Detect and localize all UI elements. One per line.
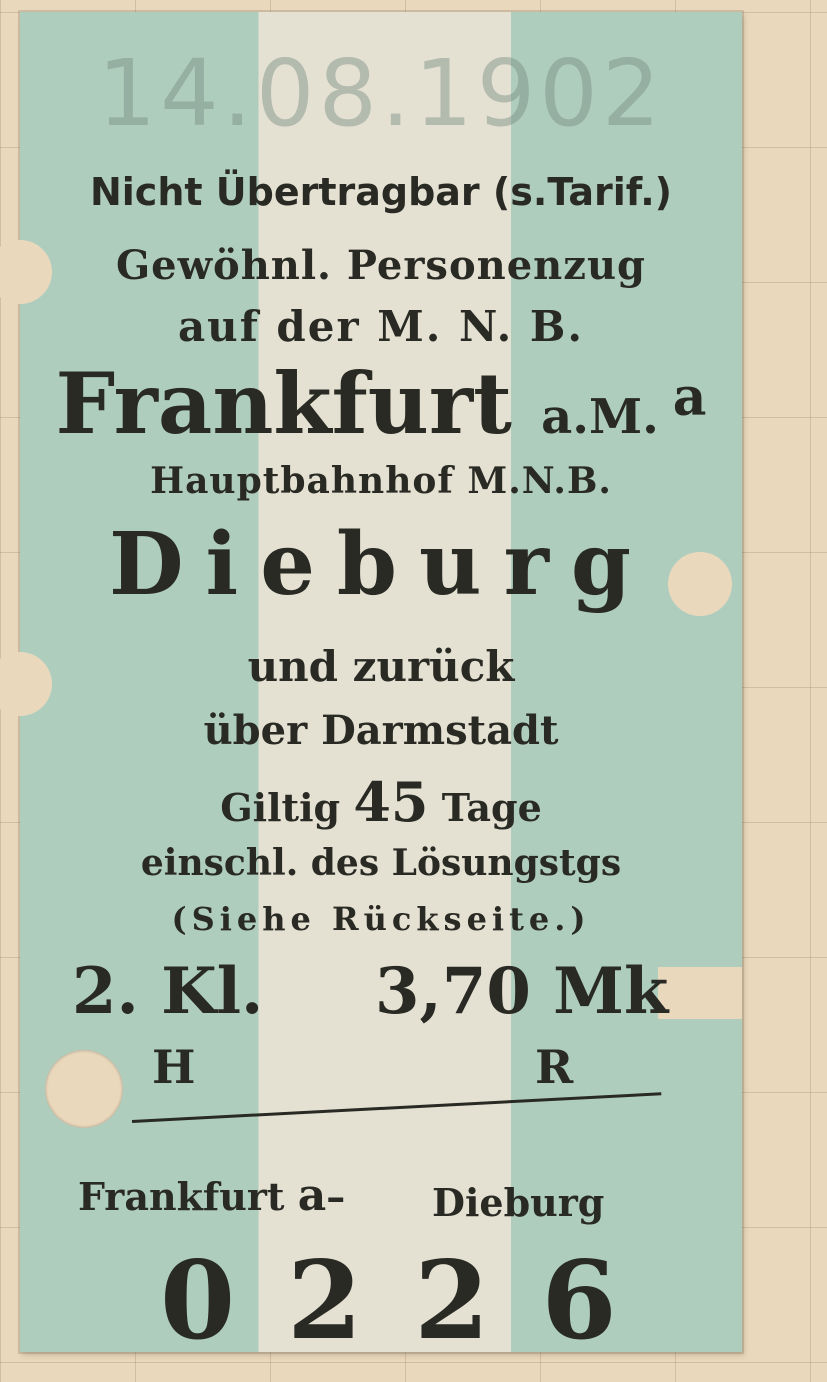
origin-mark: a: [672, 367, 707, 428]
stub-from-mark: a: [297, 1170, 327, 1221]
punch-hole: [45, 1050, 123, 1128]
code-right: R: [535, 1040, 574, 1094]
ticket-class: 2. Kl.: [72, 954, 264, 1029]
stub-from-city: Frankfurt: [78, 1174, 285, 1219]
train-type: Gewöhnl. Personenzug: [115, 242, 647, 289]
origin-suffix: a.M.: [541, 389, 659, 445]
stub-from: [78, 1170, 345, 1221]
railway-line: auf der M. N. B.: [177, 302, 585, 351]
stub-dash: –: [326, 1174, 346, 1219]
see-back-note: (Siehe Rückseite.): [171, 900, 591, 938]
train-ticket: [20, 12, 742, 1364]
route-via: über Darmstadt: [203, 707, 559, 754]
origin-city: [20, 354, 742, 453]
punch-slot: [658, 967, 742, 1019]
validity-prefix: Giltig: [220, 785, 341, 830]
stub-to: Dieburg: [432, 1180, 605, 1225]
validity-inclusive: einschl. des Lösungstgs: [140, 842, 622, 884]
return-trip: und zurück: [247, 642, 515, 691]
validity-days: 45: [353, 770, 429, 834]
origin-station: Hauptbahnhof M.N.B.: [150, 460, 612, 502]
ticket-price: 3,70 Mk: [375, 954, 669, 1029]
divider-rule: [132, 1092, 661, 1123]
origin-city-name: Frankfurt: [55, 354, 512, 453]
embossed-date: 14.08.1902: [97, 40, 665, 147]
transfer-notice: Nicht Übertragbar (s.Tarif.): [89, 170, 673, 214]
validity-suffix: Tage: [441, 785, 542, 830]
code-left: H: [152, 1040, 196, 1094]
serial-number: 0226: [160, 1238, 669, 1364]
validity: [20, 770, 742, 834]
destination: Dieburg: [108, 514, 654, 615]
